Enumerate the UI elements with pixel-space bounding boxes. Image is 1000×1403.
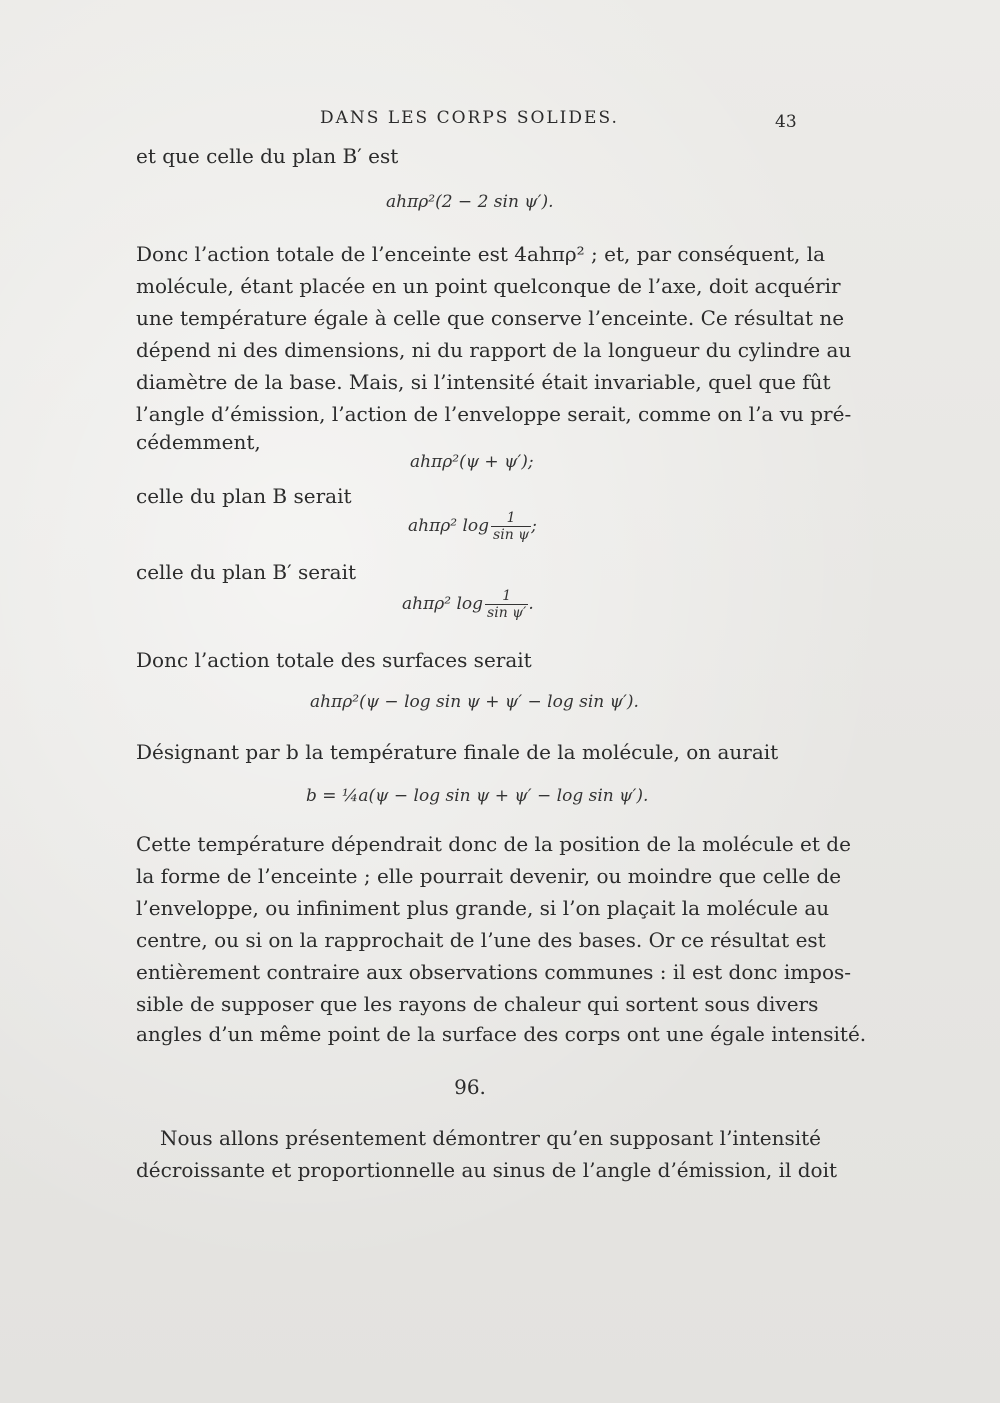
formula-3-suffix: ; bbox=[531, 516, 537, 536]
text-line: décroissante et proportionnelle au sinus de l’angle d’émission, il doit bbox=[136, 1158, 837, 1182]
formula-3-denominator: sin ψ bbox=[493, 527, 530, 543]
formula-3 bbox=[408, 510, 537, 543]
text-line: Désignant par b la température finale de la molécule, on aurait bbox=[136, 740, 779, 764]
section-number: 96. bbox=[454, 1075, 486, 1099]
text-line: dépend ni des dimensions, ni du rapport de la longueur du cylindre au bbox=[136, 338, 852, 362]
text-line: Nous allons présentement démontrer qu’en supposant l’intensité bbox=[160, 1126, 821, 1150]
formula-4-fraction bbox=[485, 588, 528, 621]
text-line: sible de supposer que les rayons de chaleur qui sortent sous divers bbox=[136, 992, 819, 1016]
formula-4-denominator: sin ψ′ bbox=[487, 605, 527, 621]
text-line: angles d’un même point de la surface des corps ont une égale intensité. bbox=[136, 1022, 867, 1046]
formula-6: b = ¼a(ψ − log sin ψ + ψ′ − log sin ψ′). bbox=[306, 786, 649, 806]
text-line: Donc l’action totale de l’enceinte est 4ahπρ² ; et, par conséquent, la bbox=[136, 242, 826, 266]
formula-4-prefix: ahπρ² log bbox=[402, 594, 484, 614]
formula-3-numerator: 1 bbox=[491, 510, 531, 527]
text-line: molécule, étant placée en un point quelconque de l’axe, doit acquérir bbox=[136, 274, 841, 298]
text-line: la forme de l’enceinte ; elle pourrait devenir, ou moindre que celle de bbox=[136, 864, 842, 888]
text-line: une température égale à celle que conserve l’enceinte. Ce résultat ne bbox=[136, 306, 845, 330]
text-line: Donc l’action totale des surfaces serait bbox=[136, 648, 532, 672]
formula-3-fraction bbox=[491, 510, 531, 543]
page-number: 43 bbox=[775, 112, 797, 132]
formula-2: ahπρ²(ψ + ψ′); bbox=[410, 452, 534, 472]
formula-4-numerator: 1 bbox=[485, 588, 528, 605]
text-line: entièrement contraire aux observations communes : il est donc impos- bbox=[136, 960, 852, 984]
formula-3-prefix: ahπρ² log bbox=[408, 516, 490, 536]
formula-4 bbox=[402, 588, 534, 621]
text-line: l’angle d’émission, l’action de l’enveloppe serait, comme on l’a vu pré- bbox=[136, 402, 852, 426]
text-line: celle du plan B serait bbox=[136, 484, 352, 508]
formula-5: ahπρ²(ψ − log sin ψ + ψ′ − log sin ψ′). bbox=[310, 692, 639, 712]
text-line: celle du plan B′ serait bbox=[136, 560, 357, 584]
running-title: DANS LES CORPS SOLIDES. bbox=[320, 108, 619, 128]
text-line: et que celle du plan B′ est bbox=[136, 144, 399, 168]
page-header bbox=[0, 108, 1000, 138]
text-line: diamètre de la base. Mais, si l’intensité était invariable, quel que fût bbox=[136, 370, 831, 394]
text-line: Cette température dépendrait donc de la position de la molécule et de bbox=[136, 832, 851, 856]
text-line: centre, ou si on la rapprochait de l’une des bases. Or ce résultat est bbox=[136, 928, 826, 952]
text-line: l’enveloppe, ou infiniment plus grande, si l’on plaçait la molécule au bbox=[136, 896, 830, 920]
text-line: cédemment, bbox=[136, 430, 261, 454]
formula-1: ahπρ²(2 − 2 sin ψ′). bbox=[386, 192, 554, 212]
formula-4-suffix: . bbox=[528, 594, 534, 614]
